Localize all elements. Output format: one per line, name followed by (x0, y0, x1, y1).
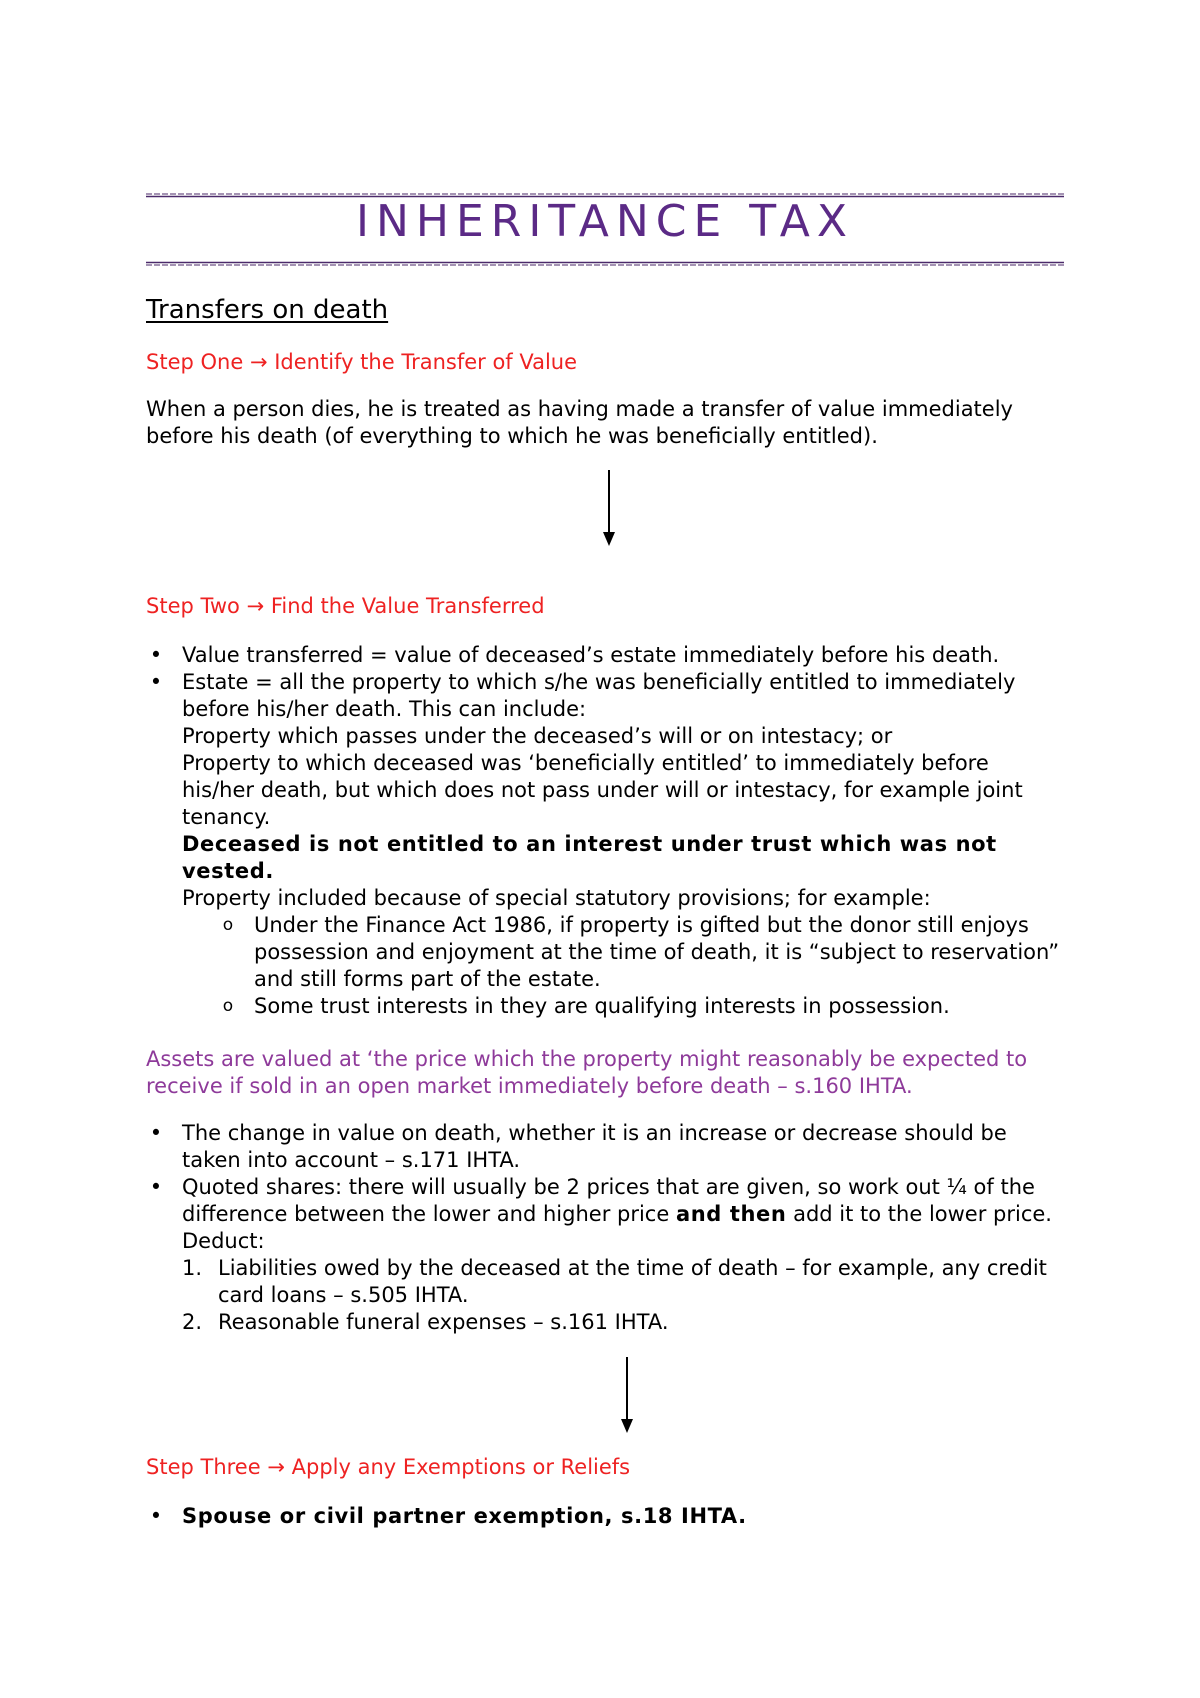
number-marker: 2. (182, 1310, 203, 1334)
sub-list-item: o Some trust interests in they are qualifying interests in possession. (146, 993, 1064, 1020)
step-title: Find the Value Transferred (270, 594, 545, 618)
arrow-right-icon: → (246, 594, 265, 618)
list-item: • Estate = all the property to which s/he was beneficially entitled to immediately before his/her death. This can include: Property which passes under the deceased’s will or on intestacy; or Property to which deceased was ‘beneficially entitled’ to immediately before his/her death, but which does not pass under will or intestacy, for example joint tenancy. Deceased is not entitled to an interest under trust which was not vested. Property included because of special statutory provisions; for example: (146, 669, 1064, 912)
estate-line: Property included because of special statutory provisions; for example: (182, 886, 931, 910)
arrow-right-icon: → (267, 1455, 285, 1479)
list-item: • Value transferred = value of deceased’s estate immediately before his death. (146, 642, 1064, 669)
step-one-paragraph: When a person dies, he is treated as having made a transfer of value immediately before his death (of everything to which he was beneficially entitled). (146, 397, 1013, 448)
sub-list-item: o Under the Finance Act 1986, if property is gifted but the donor still enjoys possession and enjoyment at the time of death, it is “subject to reservation” and still forms part of the estate. (146, 912, 1064, 993)
step-title: Identify the Transfer of Value (274, 350, 578, 374)
bullet-icon: • (149, 1504, 163, 1528)
number-marker: 1. (182, 1256, 203, 1280)
step-title: Apply any Exemptions or Reliefs (291, 1455, 631, 1479)
circle-bullet-icon: o (222, 996, 234, 1016)
step-one-heading (146, 349, 577, 376)
bold-note: Deceased is not entitled to an interest under trust which was not vested. (182, 832, 997, 883)
numbered-item: 1. Liabilities owed by the deceased at the time of death – for example, any credit card loans – s.505 IHTA. (182, 1256, 1047, 1307)
step-label: Step One (146, 350, 244, 374)
bullet-icon: • (149, 1175, 163, 1199)
step-two-list-2 (146, 1120, 1064, 1336)
list-item: • Quoted shares: there will usually be 2 prices that are given, so work out ¼ of the difference between the lower and higher price and then add it to the lower price. Deduct: (146, 1174, 1064, 1255)
valuation-note: Assets are valued at ‘the price which the property might reasonably be expected to receive if sold in an open market immediately before death – s.160 IHTA. (146, 1047, 1028, 1098)
arrow-down-icon (620, 1357, 634, 1440)
step-two-heading (146, 593, 545, 620)
section-heading: Transfers on death (146, 295, 389, 325)
bullet-icon: • (149, 1121, 163, 1145)
estate-line: Property to which deceased was ‘beneficially entitled’ to immediately before his/her death, but which does not pass under will or intestacy, for example joint tenancy. (182, 751, 1023, 829)
bullet-icon: • (149, 670, 163, 694)
step-three-list (146, 1503, 1064, 1530)
bullet-icon: • (149, 643, 163, 667)
list-item: • Spouse or civil partner exemption, s.18 IHTA. (146, 1503, 1064, 1530)
numbered-item: 2. Reasonable funeral expenses – s.161 IHTA. (182, 1310, 669, 1334)
arrow-down-icon (602, 470, 616, 553)
estate-line: Property which passes under the deceased’s will or on intestacy; or (182, 724, 893, 748)
step-two-list (146, 642, 1064, 1020)
document-title: INHERITANCE TAX (355, 196, 854, 247)
arrow-right-icon: → (249, 350, 268, 374)
step-three-heading (146, 1454, 630, 1481)
circle-bullet-icon: o (222, 915, 234, 935)
list-item: • The change in value on death, whether it is an increase or decrease should be taken into account – s.171 IHTA. (146, 1120, 1064, 1174)
title-rule-bottom (146, 261, 1064, 266)
step-label: Step Three (146, 1455, 261, 1479)
step-label: Step Two (146, 594, 240, 618)
